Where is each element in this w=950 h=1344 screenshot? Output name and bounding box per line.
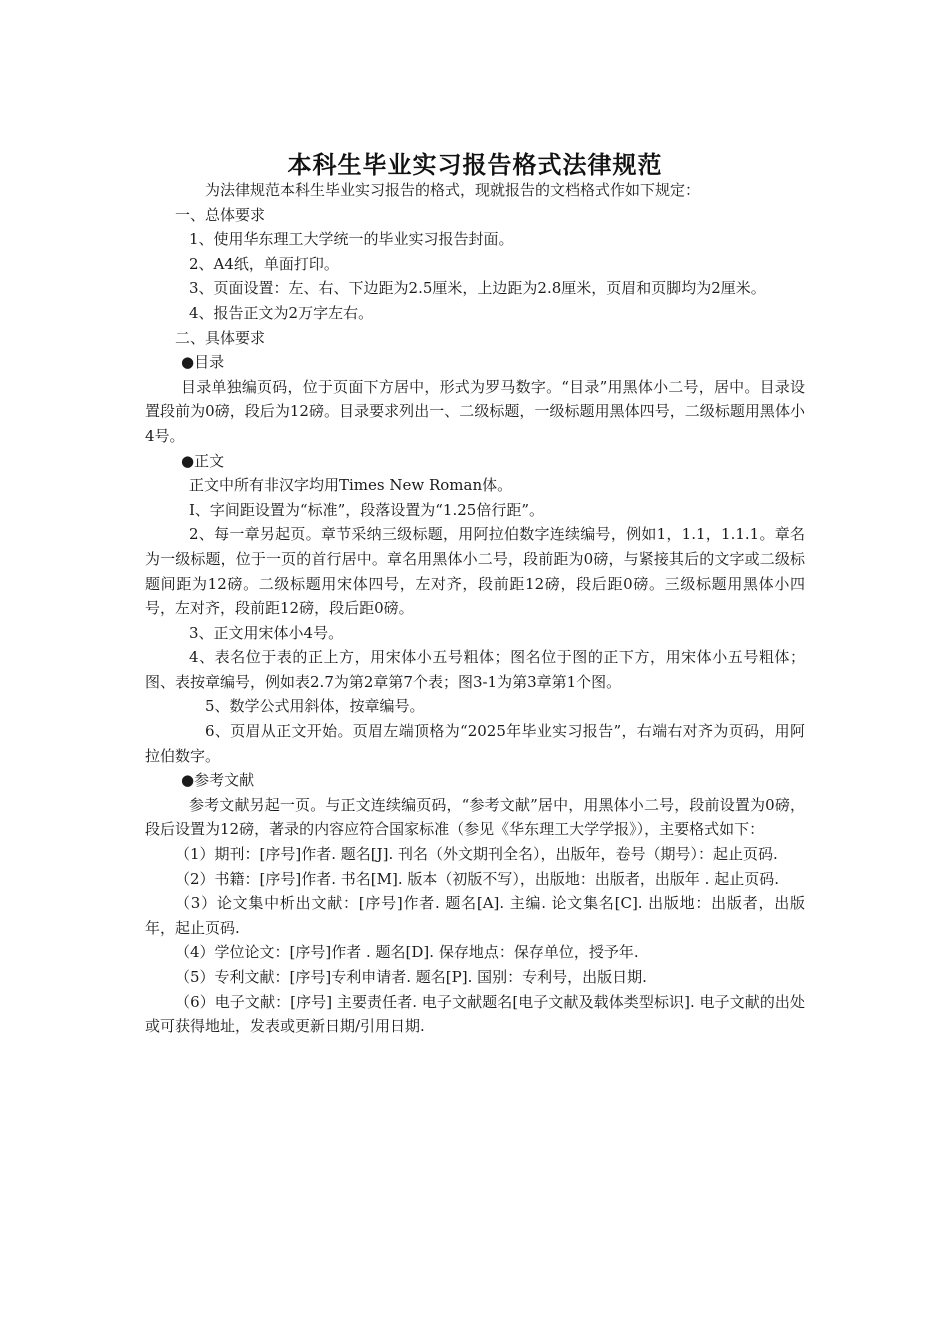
main-item-3: 3、正文用宋体小4号。	[189, 623, 344, 642]
refs-intro: 参考文献另起一页。与正文连续编页码，“参考文献”居中，用黑体小二号，段前设置为0磅，段后设置为12磅，著录的内容应符合国家标准（参见《华东理工大学学报》），主要格式如下：	[145, 795, 805, 839]
ref-format-electronic: （6）电子文献：[序号] 主要责任者. 电子文献题名[电子文献及载体类型标识]. 电子文献的出处或可获得地址，发表或更新日期/引用日期.	[145, 992, 805, 1036]
main-heading: ●正文	[181, 451, 225, 470]
section-heading-specific: 二、具体要求	[175, 328, 266, 347]
ref-format-thesis: （4）学位论文：[序号]作者 . 题名[D]. 保存地点：保存单位，授予年.	[175, 943, 639, 962]
document-body	[145, 178, 805, 1039]
main-item-4: 4、表名位于表的正上方，用宋体小五号粗体；图名位于图的正下方，用宋体小五号粗体；图、表按章编号，例如表2.7为第2章第7个表；图3-1为第3章第1个图。	[145, 648, 805, 691]
toc-heading: ●目录	[181, 353, 225, 372]
section-heading-general: 一、总体要求	[175, 205, 266, 224]
general-item-4: 4、报告正文为2万字左右。	[189, 303, 374, 322]
general-item-1: 1、使用华东理工大学统一的毕业实习报告封面。	[189, 230, 514, 249]
main-intro: 正文中所有非汉字均用Times New Roman体。	[189, 476, 513, 495]
general-item-3: 3、页面设置：左、右、下边距为2.5厘米，上边距为2.8厘米，页眉和页脚均为2厘米。	[189, 279, 766, 298]
general-item-2: 2、A4纸，单面打印。	[189, 254, 339, 273]
ref-format-book: （2）书籍：[序号]作者. 书名[M]. 版本（初版不写），出版地：出版者，出版年 . 起止页码.	[175, 869, 779, 888]
intro-paragraph: 为法律规范本科生毕业实习报告的格式，现就报告的文档格式作如下规定：	[205, 181, 701, 199]
main-item-1: I、字间距设置为“标准”，段落设置为“1.25倍行距”。	[189, 500, 544, 519]
main-item-6: 6、页眉从正文开始。页眉左端顶格为“2025年毕业实习报告”，右端右对齐为页码，用阿拉伯数字。	[145, 722, 805, 765]
main-item-2: 2、每一章另起页。章节采纳三级标题，用阿拉伯数字连续编号，例如1，1.1，1.1.1。章名为一级标题，位于一页的首行居中。章名用黑体小二号，段前距为0磅，与紧接其后的文字或二级标题间距为12磅。二级标题用宋体四号，左对齐，段前距12磅，段后距0磅。三级标题用黑体小四号，左对齐，段前距12磅，段后距0磅。	[145, 525, 805, 618]
ref-format-patent: （5）专利文献：[序号]专利申请者. 题名[P]. 国别：专利号，出版日期.	[175, 968, 647, 986]
ref-format-journal: （1）期刊：[序号]作者. 题名[J]. 刊名（外文期刊全名），出版年，卷号（期号）：起止页码.	[175, 845, 778, 864]
document-title: 本科生毕业实习报告格式法律规范	[287, 151, 663, 180]
toc-paragraph: 目录单独编页码，位于页面下方居中，形式为罗马数字。“目录”用黑体小二号，居中。目录设置段前为0磅，段后为12磅。目录要求列出一、二级标题，一级标题用黑体四号，二级标题用黑体小4号。	[145, 377, 805, 445]
refs-heading: ●参考文献	[181, 771, 255, 790]
ref-format-proceedings: （3）论文集中析出文献：[序号]作者. 题名[A]. 主编. 论文集名[C]. 出版地：出版者，出版年，起止页码.	[145, 894, 805, 937]
main-item-5: 5、数学公式用斜体，按章编号。	[205, 697, 425, 716]
